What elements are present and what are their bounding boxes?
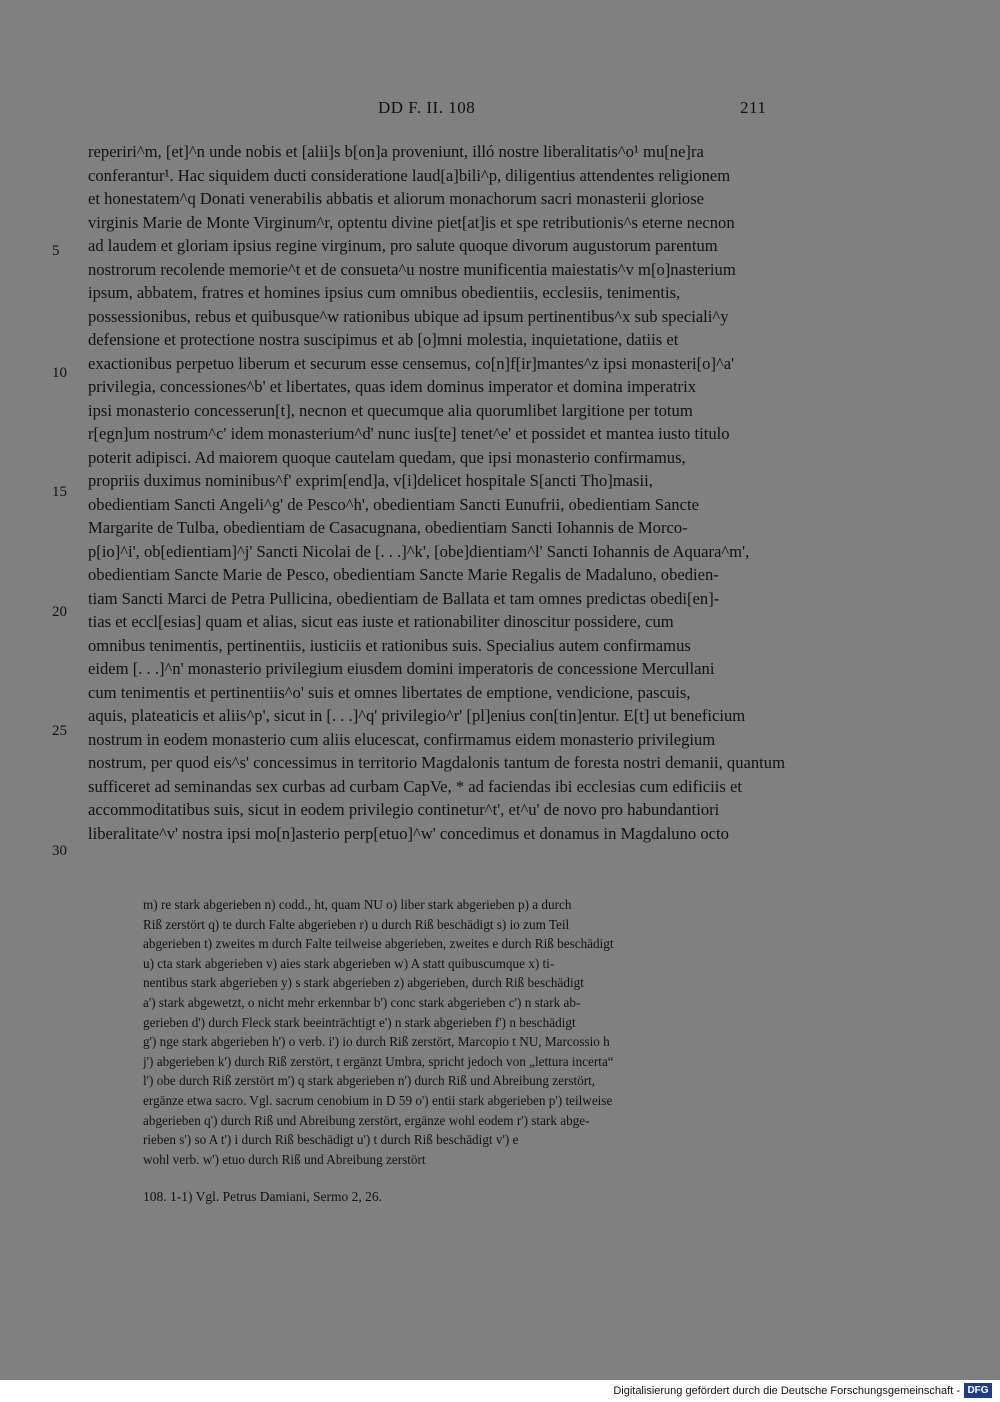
- text-line: possessionibus, rebus et quibusque^w rationibus ubique ad ipsum pertinentibus^x sub speciali^y: [88, 306, 729, 326]
- line-number: 30: [52, 843, 67, 859]
- apparatus-line: j') abgerieben k') durch Riß zerstört, t ergänzt Umbra, spricht jedoch von „lettura incerta“: [143, 1053, 614, 1069]
- dfg-logo: DFG: [964, 1383, 992, 1398]
- apparatus-line: nentibus stark abgerieben y) s stark abgerieben z) abgerieben, durch Riß beschädigt: [143, 975, 584, 991]
- text-line: omnibus tenimentis, pertinentiis, iusticiis et rationibus suis. Specialius autem confirmamus: [88, 635, 691, 655]
- apparatus-line: Riß zerstört q) te durch Falte abgerieben r) u durch Riß beschädigt s) io zum Teil: [143, 916, 570, 932]
- text-line: Margarite de Tulba, obedientiam de Casacugnana, obedientiam Sancti Iohannis de Morco-: [88, 518, 688, 537]
- text-line: nostrorum recolende memorie^t et de consueta^u nostre munificentia maiestatis^v m[o]nasterium: [88, 259, 736, 279]
- apparatus-line: wohl verb. w') etuo durch Riß und Abreibung zerstört: [143, 1151, 426, 1167]
- apparatus-line: ergänze etwa sacro. Vgl. sacrum cenobium in D 59 o') entii stark abgerieben p') teilweise: [143, 1092, 613, 1108]
- line-number: 10: [52, 365, 67, 381]
- page-header: [0, 98, 1000, 122]
- text-line: virginis Marie de Monte Virginum^r, optentu divine piet[at]is et spe retributionis^s eterne necnon: [88, 212, 735, 232]
- text-line: ipsum, abbatem, fratres et homines ipsius cum omnibus obedientiis, ecclesiis, tenimentis,: [88, 283, 681, 302]
- line-number: 20: [52, 604, 67, 620]
- text-line: ipsi monasterio concesserun[t], necnon et quecumque alia quorumlibet largitione per totum: [88, 400, 693, 420]
- text-line: tiam Sancti Marci de Petra Pullicina, obedientiam de Ballata et tam omnes predictas obedi[en]-: [88, 588, 720, 608]
- text-line: aquis, plateaticis et aliis^p', sicut in [. . .]^q' privilegio^r' [pl]enius con[tin]entur. E[t] ut beneficium: [88, 706, 746, 725]
- apparatus-line: gerieben d') durch Fleck stark beeinträchtigt e') n stark abgerieben f') n beschädigt: [143, 1014, 576, 1030]
- text-line: tias et eccl[esias] quam et alias, sicut eas iuste et rationabiliter dinoscitur possidere, cum: [88, 612, 674, 631]
- text-line: reperiri^m, [et]^n unde nobis et [alii]s b[on]a proveniunt, illó nostre liberalitatis^o¹ mu[ne]ra: [88, 142, 704, 161]
- main-text: [88, 140, 788, 845]
- text-line: nostrum in eodem monasterio cum aliis elucescat, confirmamus eidem monasterio privilegium: [88, 729, 716, 749]
- text-line: poterit adipisci. Ad maiorem quoque cautelam quedam, que ipsi monasterio confirmamus,: [88, 447, 686, 467]
- text-line: p[io]^i', ob[edientiam]^j' Sancti Nicolai de [. . .]^k', [obe]dientiam^l' Sancti Iohannis de Aquara^m',: [88, 541, 750, 561]
- text-line: r[egn]um nostrum^c' idem monasterium^d' nunc ius[te] tenet^e' et possidet et mantea iusto titulo: [88, 424, 730, 443]
- text-line: ad laudem et gloriam ipsius regine virginum, pro salute quoque divorum augustorum parentum: [88, 236, 718, 255]
- line-number: 25: [52, 723, 67, 739]
- text-line: exactionibus perpetuo liberum et securum esse censemus, co[n]f[ir]mantes^z ipsi monasteri[o]^a': [88, 353, 735, 373]
- text-line: privilegia, concessiones^b' et libertates, quas idem dominus imperator et domina imperatrix: [88, 377, 696, 396]
- text-line: propriis duximus nominibus^f' exprim[end]a, v[i]delicet hospitale S[ancti Tho]masii,: [88, 471, 653, 490]
- apparatus-line: rieben s') so A t') i durch Riß beschädigt u') t durch Riß beschädigt v') e: [143, 1132, 519, 1148]
- text-line: nostrum, per quod eis^s' concessimus in territorio Magdalonis tantum de foresta nostri demanii, quantum: [88, 753, 785, 772]
- page-number: 211: [740, 98, 767, 117]
- text-line: eidem [. . .]^n' monasterio privilegium eiusdem domini imperatoris de concessione Mercullani: [88, 659, 715, 678]
- critical-apparatus: [143, 895, 786, 1169]
- apparatus-line: a') stark abgewetzt, o nicht mehr erkennbar b') conc stark abgerieben c') n stark ab-: [143, 994, 581, 1010]
- text-line: obedientiam Sancte Marie de Pesco, obedientiam Sancte Marie Regalis de Madaluno, obedien-: [88, 565, 719, 584]
- source-note: 108. 1-1) Vgl. Petrus Damiani, Sermo 2, 26.: [143, 1189, 382, 1204]
- line-number: 15: [52, 484, 67, 500]
- text-line: sufficeret ad seminandas sex curbas ad curbam CapVe, * ad faciendas ibi ecclesias cum edificiis et: [88, 776, 742, 796]
- apparatus-line: u) cta stark abgerieben v) aies stark abgerieben w) A statt quibuscumque x) ti-: [143, 955, 555, 971]
- apparatus-line: g') nge stark abgerieben h') o verb. i') io durch Riß zerstört, Marcopio t NU, Marcossio h: [143, 1034, 610, 1050]
- line-number: 5: [52, 243, 60, 259]
- apparatus-line: abgerieben q') durch Riß und Abreibung zerstört, ergänze wohl eodem r') stark abge-: [143, 1112, 590, 1128]
- digitization-footer: [0, 1380, 1000, 1402]
- apparatus-line: m) re stark abgerieben n) codd., ht, quam NU o) liber stark abgerieben p) a durch: [143, 897, 572, 912]
- text-line: obedientiam Sancti Angeli^g' de Pesco^h', obedientiam Sancti Eunufrii, obedientiam Sancte: [88, 494, 699, 514]
- apparatus-line: l') obe durch Riß zerstört m') q stark abgerieben n') durch Riß und Abreibung zerstört,: [143, 1073, 596, 1089]
- funding-credit: Digitalisierung gefördert durch die Deutsche Forschungsgemeinschaft -: [613, 1385, 960, 1397]
- text-line: liberalitate^v' nostra ipsi mo[n]asterio perp[etuo]^w' concedimus et donamus in Magdaluno octo: [88, 823, 729, 843]
- text-line: accommoditatibus suis, sicut in eodem privilegio continetur^t', et^u' de novo pro habundantiori: [88, 800, 720, 819]
- text-line: et honestatem^q Donati venerabilis abbatis et aliorum monachorum sacri monasterii gloriose: [88, 189, 705, 208]
- text-line: defensione et protectione nostra suscipimus et ab [o]mni molestia, inquietatione, datiis et: [88, 330, 679, 349]
- apparatus-line: abgerieben t) zweites m durch Falte teilweise abgerieben, zweites e durch Riß beschädigt: [143, 936, 614, 952]
- running-title: DD F. II. 108: [378, 98, 476, 117]
- text-line: cum tenimentis et pertinentiis^o' suis et omnes libertates de emptione, vendicione, pascuis,: [88, 682, 691, 702]
- text-line: conferantur¹. Hac siquidem ducti consideratione laud[a]bili^p, diligentius attendentes religionem: [88, 165, 731, 185]
